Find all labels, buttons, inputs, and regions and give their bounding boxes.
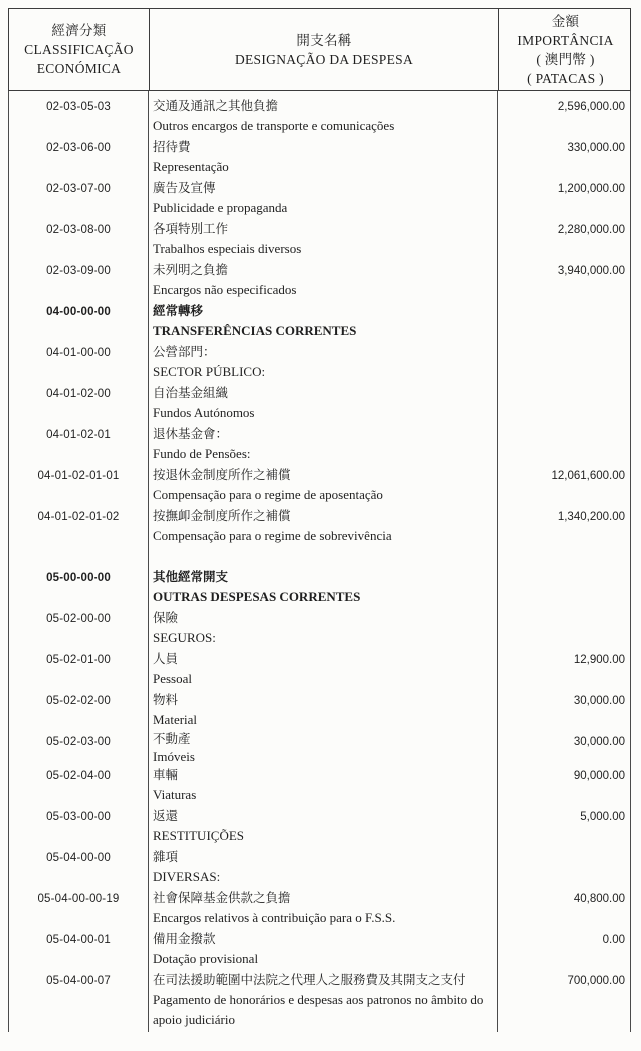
row-description-pt: Representação xyxy=(153,159,229,174)
row-amount: 12,900.00 xyxy=(573,654,625,666)
table-body xyxy=(8,91,631,1032)
row-description xyxy=(148,731,497,765)
row-description-pt: Compensação para o regime de aposentação xyxy=(153,487,383,502)
row-description-pt: Pessoal xyxy=(153,671,192,686)
row-description-zh: 未列明之負擔 xyxy=(153,263,229,277)
row-description-zh: 公營部門： xyxy=(153,345,216,359)
row-description xyxy=(148,506,497,547)
row-code: 04-00-00-00 xyxy=(46,306,111,318)
row-description xyxy=(148,219,497,260)
row-description-pt: SEGUROS: xyxy=(153,630,216,645)
row-description xyxy=(148,649,497,690)
row-description-pt: Encargos relativos à contribuição para o F.S.S. xyxy=(153,910,396,925)
row-description-zh: 社會保障基金供款之負擔 xyxy=(153,891,291,905)
row-code: 05-02-02-00 xyxy=(46,695,111,707)
row-code: 05-04-00-07 xyxy=(46,975,111,987)
row-amount: 40,800.00 xyxy=(573,893,625,905)
header-classification-zh: 經濟分類 xyxy=(51,23,107,38)
row-description-zh: 招待費 xyxy=(153,140,191,154)
table-row xyxy=(9,970,630,1030)
row-description xyxy=(148,96,497,137)
table-row xyxy=(9,137,630,178)
row-description xyxy=(148,847,497,888)
row-description xyxy=(148,929,497,970)
row-description-pt: RESTITUIÇÕES xyxy=(153,828,244,843)
row-description-zh: 不動產 xyxy=(153,732,191,746)
row-description-zh: 各項特別工作 xyxy=(153,222,229,236)
row-description xyxy=(148,301,497,342)
row-description-pt: Fundos Autónomos xyxy=(153,405,255,420)
column-divider-2 xyxy=(497,91,498,1032)
row-description-pt: Pagamento de honorários e despesas aos patronos no âmbito do apoio judiciário xyxy=(153,992,484,1027)
row-description xyxy=(148,806,497,847)
row-description-pt: Dotação provisional xyxy=(153,951,259,966)
table-row xyxy=(9,301,630,342)
header-designation-zh: 開支名稱 xyxy=(296,32,352,48)
table-row xyxy=(9,806,630,847)
row-description-pt: Trabalhos especiais diversos xyxy=(153,241,302,256)
row-description-zh: 在司法援助範圍中法院之代理人之服務費及其開支之支付 xyxy=(153,973,466,987)
row-amount: 30,000.00 xyxy=(573,695,625,707)
row-description xyxy=(148,383,497,424)
table-row xyxy=(9,649,630,690)
row-description-pt: SECTOR PÚBLICO: xyxy=(153,364,266,379)
row-description-zh: 返還 xyxy=(153,809,179,823)
row-code: 05-04-00-00 xyxy=(46,852,111,864)
row-description xyxy=(148,424,497,465)
row-description-zh: 其他經常開支 xyxy=(153,570,229,584)
row-code: 05-00-00-00 xyxy=(46,572,111,584)
row-description xyxy=(148,342,497,383)
row-description xyxy=(148,465,497,506)
row-description xyxy=(148,260,497,301)
row-amount: 1,340,200.00 xyxy=(557,511,625,523)
row-description-zh: 退休基金會： xyxy=(153,427,229,441)
table-row xyxy=(9,383,630,424)
header-amount-pt: IMPORTÂNCIA xyxy=(517,32,614,48)
row-description-pt: Material xyxy=(153,712,198,727)
row-description-pt: Viaturas xyxy=(153,787,197,802)
row-code: 02-03-07-00 xyxy=(46,183,111,195)
row-description-zh: 按撫卹金制度所作之補償 xyxy=(153,509,291,523)
row-description-zh: 人員 xyxy=(153,652,179,666)
row-amount: 2,596,000.00 xyxy=(557,101,625,113)
table-row xyxy=(9,847,630,888)
table-row xyxy=(9,765,630,806)
row-code: 05-04-00-00-19 xyxy=(37,893,120,905)
row-description-zh: 交通及通訊之其他負擔 xyxy=(153,99,279,113)
row-code: 05-02-00-00 xyxy=(46,613,111,625)
column-divider-1 xyxy=(148,91,149,1032)
row-code: 04-01-02-01 xyxy=(46,429,111,441)
table-header xyxy=(8,8,631,91)
row-code: 05-03-00-00 xyxy=(46,811,111,823)
row-description xyxy=(148,765,497,806)
expense-table xyxy=(8,8,631,1032)
header-classification-pt2: ECONÓMICA xyxy=(36,61,122,76)
row-description xyxy=(148,690,497,731)
header-cell-amount xyxy=(498,9,632,90)
header-cell-classification xyxy=(9,9,149,90)
table-row xyxy=(9,465,630,506)
row-description xyxy=(148,137,497,178)
table-row xyxy=(9,929,630,970)
row-description-zh: 備用金撥款 xyxy=(153,932,216,946)
row-description-zh: 按退休金制度所作之補償 xyxy=(153,468,291,482)
row-code: 04-01-02-00 xyxy=(46,388,111,400)
row-code: 05-04-00-01 xyxy=(46,934,111,946)
table-row xyxy=(9,96,630,137)
row-amount xyxy=(497,342,630,383)
row-description xyxy=(148,970,497,1030)
header-amount-currency-zh: ( 澳門幣 ) xyxy=(536,51,595,67)
row-code: 04-01-00-00 xyxy=(46,347,111,359)
row-amount: 5,000.00 xyxy=(580,811,625,823)
table-row xyxy=(9,888,630,929)
header-amount-zh: 金額 xyxy=(551,13,580,29)
table-row xyxy=(9,342,630,383)
table-row xyxy=(9,178,630,219)
table-row xyxy=(9,608,630,649)
row-code: 04-01-02-01-02 xyxy=(37,511,120,523)
row-amount xyxy=(497,301,630,342)
row-description-zh: 車輛 xyxy=(153,768,179,782)
row-description xyxy=(148,608,497,649)
row-description xyxy=(148,567,497,608)
table-row xyxy=(9,506,630,547)
row-amount xyxy=(497,424,630,465)
row-description-pt: Imóveis xyxy=(153,749,195,764)
row-code: 02-03-06-00 xyxy=(46,142,111,154)
row-description-pt: Compensação para o regime de sobrevivência xyxy=(153,528,392,543)
row-amount: 330,000.00 xyxy=(567,142,625,154)
row-description xyxy=(148,888,497,929)
row-description xyxy=(148,178,497,219)
table-row xyxy=(9,567,630,608)
row-amount: 30,000.00 xyxy=(573,736,625,748)
row-amount xyxy=(497,847,630,888)
row-description-zh: 自治基金組織 xyxy=(153,386,229,400)
header-designation-pt: DESIGNAÇÃO DA DESPESA xyxy=(234,51,414,67)
row-description-zh: 廣告及宣傳 xyxy=(153,181,216,195)
row-amount xyxy=(497,383,630,424)
row-code: 05-02-03-00 xyxy=(46,736,111,748)
row-amount: 0.00 xyxy=(602,934,625,946)
row-code: 05-02-04-00 xyxy=(46,770,111,782)
row-description-pt: TRANSFERÊNCIAS CORRENTES xyxy=(153,323,357,338)
row-amount: 1,200,000.00 xyxy=(557,183,625,195)
row-description-zh: 經常轉移 xyxy=(153,304,204,318)
row-amount: 12,061,600.00 xyxy=(551,470,625,482)
row-description-pt: Encargos não especificados xyxy=(153,282,297,297)
row-code: 05-02-01-00 xyxy=(46,654,111,666)
row-description-zh: 保險 xyxy=(153,611,179,625)
row-description-pt: Publicidade e propaganda xyxy=(153,200,288,215)
row-code: 04-01-02-01-01 xyxy=(37,470,120,482)
header-amount-currency-pt: ( PATACAS ) xyxy=(527,70,604,86)
table-row xyxy=(9,260,630,301)
row-description-zh: 物料 xyxy=(153,693,179,707)
row-description-pt: OUTRAS DESPESAS CORRENTES xyxy=(153,589,361,604)
row-amount: 3,940,000.00 xyxy=(557,265,625,277)
row-code: 02-03-08-00 xyxy=(46,224,111,236)
table-row xyxy=(9,219,630,260)
row-code: 02-03-05-03 xyxy=(46,101,111,113)
row-amount: 700,000.00 xyxy=(567,975,625,987)
table-row xyxy=(9,424,630,465)
row-amount: 2,280,000.00 xyxy=(557,224,625,236)
row-description-pt: Outros encargos de transporte e comunicações xyxy=(153,118,395,133)
header-classification-pt1: CLASSIFICAÇÃO xyxy=(24,42,134,57)
table-row xyxy=(9,690,630,731)
row-amount xyxy=(497,567,630,608)
header-cell-designation xyxy=(149,9,498,90)
row-amount xyxy=(497,608,630,649)
row-description-pt: Fundo de Pensões: xyxy=(153,446,251,461)
row-code: 02-03-09-00 xyxy=(46,265,111,277)
table-row xyxy=(9,731,630,765)
row-description-pt: DIVERSAS: xyxy=(153,869,221,884)
row-amount: 90,000.00 xyxy=(573,770,625,782)
row-description-zh: 雜項 xyxy=(153,850,179,864)
